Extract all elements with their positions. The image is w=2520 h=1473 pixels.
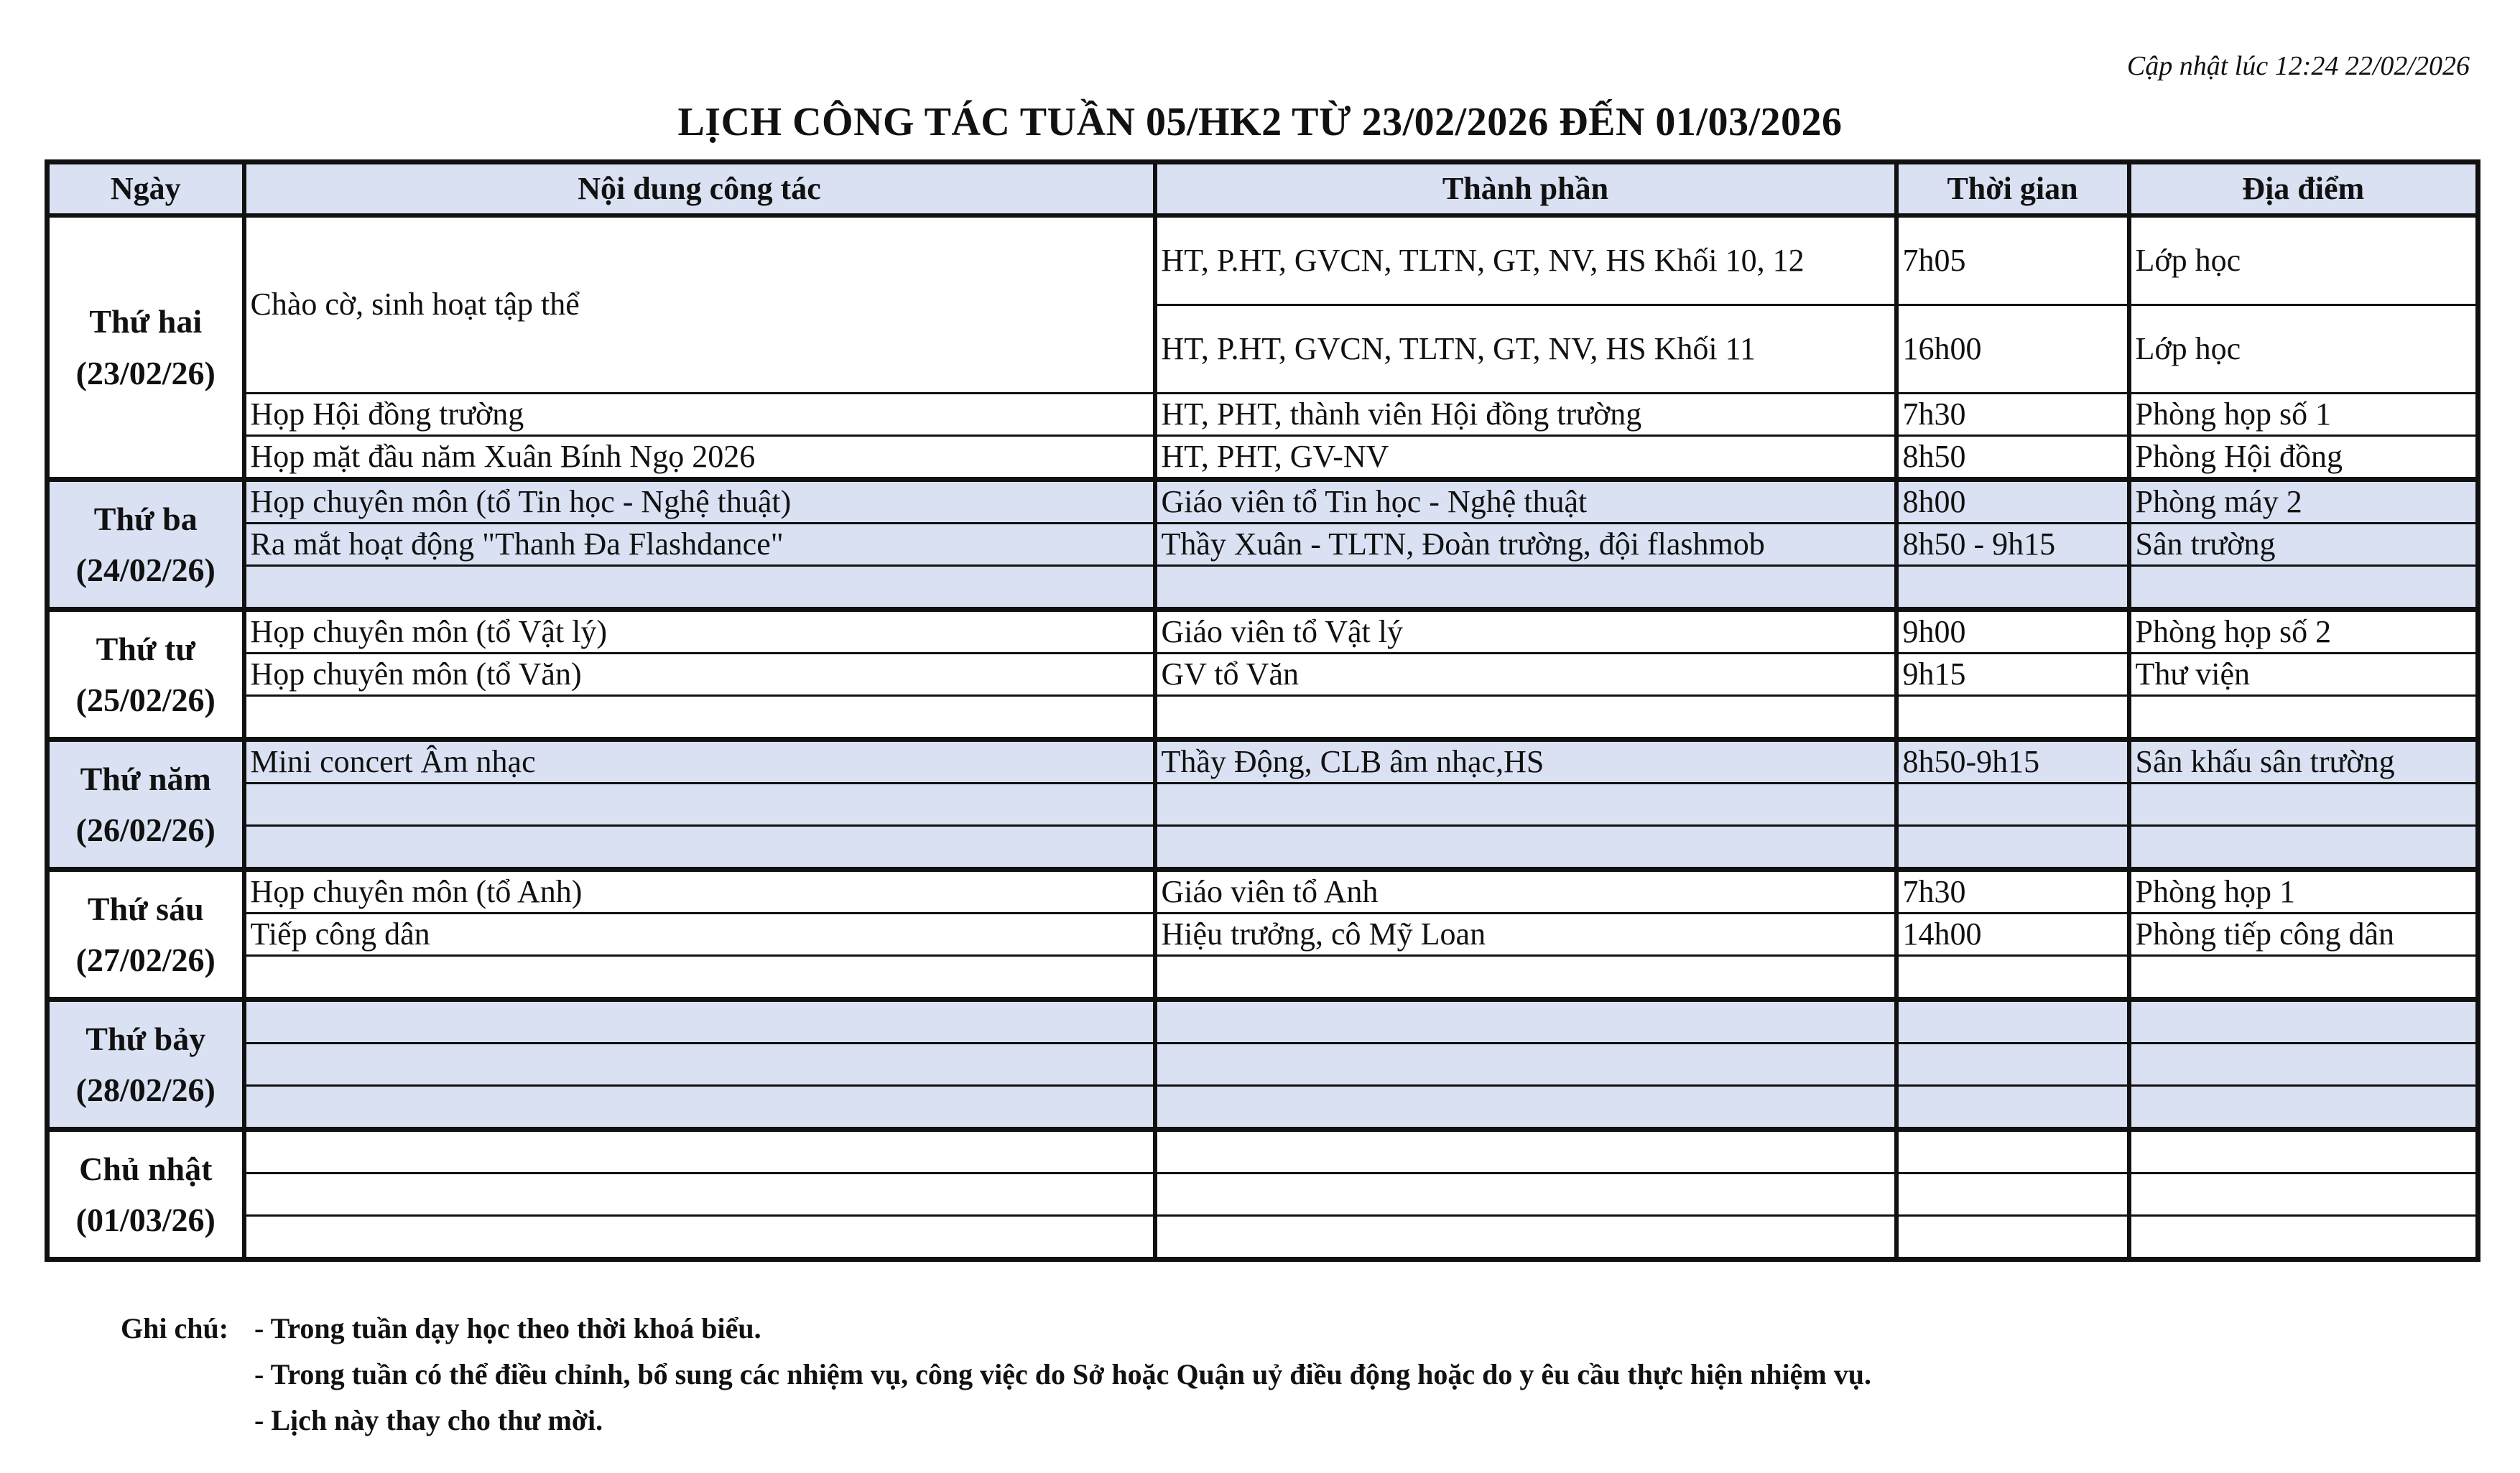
place-cell: Phòng họp số 1 bbox=[2129, 394, 2478, 436]
note-line: - Trong tuần có thể điều chỉnh, bổ sung các nhiệm vụ, công việc do Sở hoặc Quận uỷ điều động hoặc do y êu cầu thực hiện nhiệm vụ. bbox=[254, 1358, 1871, 1390]
time-cell bbox=[1896, 956, 2129, 1000]
members-cell bbox=[1155, 826, 1896, 870]
members-cell: HT, P.HT, GVCN, TLTN, GT, NV, HS Khối 11 bbox=[1155, 305, 1896, 394]
table-row bbox=[47, 696, 2478, 740]
header-day: Ngày bbox=[47, 162, 244, 216]
members-cell bbox=[1155, 1086, 1896, 1130]
day-group-tuesday bbox=[47, 480, 2478, 610]
day-name: Thứ tư bbox=[96, 630, 195, 667]
place-cell bbox=[2129, 1174, 2478, 1216]
table-row bbox=[47, 610, 2478, 654]
note-line: - Trong tuần dạy học theo thời khoá biểu. bbox=[254, 1312, 761, 1344]
content-cell: Họp chuyên môn (tổ Tin học - Nghệ thuật) bbox=[244, 480, 1155, 524]
day-name: Thứ bảy bbox=[85, 1020, 206, 1057]
table-row bbox=[47, 436, 2478, 480]
page-title: LỊCH CÔNG TÁC TUẦN 05/HK2 TỪ 23/02/2026 ĐẾN 01/03/2026 bbox=[677, 100, 1843, 144]
content-cell bbox=[244, 784, 1155, 826]
members-cell bbox=[1155, 1174, 1896, 1216]
place-cell: Phòng Hội đồng bbox=[2129, 436, 2478, 480]
members-cell bbox=[1155, 1044, 1896, 1086]
time-cell: 7h30 bbox=[1896, 870, 2129, 914]
time-cell bbox=[1896, 1000, 2129, 1044]
time-cell: 7h30 bbox=[1896, 394, 2129, 436]
day-group-wednesday bbox=[47, 610, 2478, 740]
day-cell bbox=[47, 1130, 244, 1260]
table-row bbox=[47, 1000, 2478, 1044]
content-cell bbox=[244, 1216, 1155, 1260]
members-cell: Thầy Động, CLB âm nhạc,HS bbox=[1155, 740, 1896, 784]
day-cell bbox=[47, 740, 244, 870]
place-cell bbox=[2129, 1216, 2478, 1260]
table-row bbox=[47, 826, 2478, 870]
day-cell bbox=[47, 215, 244, 480]
time-cell: 8h50 - 9h15 bbox=[1896, 524, 2129, 566]
table-row bbox=[47, 914, 2478, 956]
place-cell bbox=[2129, 696, 2478, 740]
table-row bbox=[47, 1044, 2478, 1086]
content-cell: Họp Hội đồng trường bbox=[244, 394, 1155, 436]
table-row bbox=[47, 394, 2478, 436]
members-cell bbox=[1155, 1130, 1896, 1174]
members-cell bbox=[1155, 784, 1896, 826]
day-cell bbox=[47, 870, 244, 1000]
time-cell: 14h00 bbox=[1896, 914, 2129, 956]
time-cell: 9h00 bbox=[1896, 610, 2129, 654]
table-row bbox=[47, 654, 2478, 696]
place-cell: Lớp học bbox=[2129, 215, 2478, 305]
place-cell bbox=[2129, 1086, 2478, 1130]
place-cell: Phòng máy 2 bbox=[2129, 480, 2478, 524]
day-name: Chủ nhật bbox=[79, 1150, 213, 1187]
members-cell: HT, PHT, GV-NV bbox=[1155, 436, 1896, 480]
day-name: Thứ hai bbox=[89, 303, 203, 340]
header-place: Địa điểm bbox=[2129, 162, 2478, 216]
members-cell bbox=[1155, 956, 1896, 1000]
time-cell: 8h50 bbox=[1896, 436, 2129, 480]
content-cell bbox=[244, 826, 1155, 870]
place-cell bbox=[2129, 566, 2478, 610]
time-cell bbox=[1896, 566, 2129, 610]
place-cell bbox=[2129, 826, 2478, 870]
day-group-friday bbox=[47, 870, 2478, 1000]
content-cell bbox=[244, 1044, 1155, 1086]
day-cell bbox=[47, 1000, 244, 1130]
time-cell bbox=[1896, 1130, 2129, 1174]
time-cell bbox=[1896, 696, 2129, 740]
day-group-saturday bbox=[47, 1000, 2478, 1130]
content-cell: Họp chuyên môn (tổ Vật lý) bbox=[244, 610, 1155, 654]
table-row bbox=[47, 1174, 2478, 1216]
day-group-sunday bbox=[47, 1130, 2478, 1260]
day-date: (25/02/26) bbox=[75, 682, 216, 718]
place-cell bbox=[2129, 1044, 2478, 1086]
day-date: (01/03/26) bbox=[75, 1202, 216, 1238]
day-group-monday bbox=[47, 215, 2478, 480]
table-row bbox=[47, 784, 2478, 826]
content-cell: Chào cờ, sinh hoạt tập thể bbox=[244, 215, 1155, 394]
day-date: (23/02/26) bbox=[75, 354, 216, 391]
members-cell bbox=[1155, 566, 1896, 610]
content-cell bbox=[244, 696, 1155, 740]
time-cell: 8h50-9h15 bbox=[1896, 740, 2129, 784]
content-cell bbox=[244, 1174, 1155, 1216]
table-row bbox=[47, 1130, 2478, 1174]
members-cell: Hiệu trưởng, cô Mỹ Loan bbox=[1155, 914, 1896, 956]
notes-label: Ghi chú: bbox=[121, 1312, 229, 1344]
members-cell: HT, P.HT, GVCN, TLTN, GT, NV, HS Khối 10, 12 bbox=[1155, 215, 1896, 305]
day-cell bbox=[47, 480, 244, 610]
day-name: Thứ sáu bbox=[87, 890, 204, 927]
day-date: (28/02/26) bbox=[75, 1072, 216, 1108]
time-cell: 7h05 bbox=[1896, 215, 2129, 305]
table-row bbox=[47, 566, 2478, 610]
content-cell bbox=[244, 1000, 1155, 1044]
content-cell: Họp chuyên môn (tổ Văn) bbox=[244, 654, 1155, 696]
place-cell: Phòng họp số 2 bbox=[2129, 610, 2478, 654]
table-row bbox=[47, 480, 2478, 524]
day-name: Thứ ba bbox=[93, 500, 198, 537]
note-line: - Lịch này thay cho thư mời. bbox=[254, 1404, 603, 1436]
table-row bbox=[47, 870, 2478, 914]
place-cell bbox=[2129, 956, 2478, 1000]
place-cell: Sân khấu sân trường bbox=[2129, 740, 2478, 784]
content-cell bbox=[244, 956, 1155, 1000]
members-cell bbox=[1155, 696, 1896, 740]
content-cell: Họp chuyên môn (tổ Anh) bbox=[244, 870, 1155, 914]
content-cell: Mini concert Âm nhạc bbox=[244, 740, 1155, 784]
day-date: (24/02/26) bbox=[75, 552, 216, 588]
header-time: Thời gian bbox=[1896, 162, 2129, 216]
time-cell bbox=[1896, 1044, 2129, 1086]
day-date: (26/02/26) bbox=[75, 812, 216, 848]
table-row bbox=[47, 215, 2478, 305]
time-cell bbox=[1896, 826, 2129, 870]
table-row bbox=[47, 956, 2478, 1000]
day-cell bbox=[47, 610, 244, 740]
members-cell: Thầy Xuân - TLTN, Đoàn trường, đội flashmob bbox=[1155, 524, 1896, 566]
time-cell bbox=[1896, 1086, 2129, 1130]
header-row bbox=[47, 162, 2478, 216]
place-cell: Sân trường bbox=[2129, 524, 2478, 566]
members-cell: HT, PHT, thành viên Hội đồng trường bbox=[1155, 394, 1896, 436]
place-cell bbox=[2129, 1130, 2478, 1174]
place-cell bbox=[2129, 784, 2478, 826]
content-cell bbox=[244, 1130, 1155, 1174]
time-cell: 9h15 bbox=[1896, 654, 2129, 696]
updated-timestamp: Cập nhật lúc 12:24 22/02/2026 bbox=[2126, 51, 2470, 81]
members-cell: Giáo viên tổ Anh bbox=[1155, 870, 1896, 914]
content-cell: Tiếp công dân bbox=[244, 914, 1155, 956]
content-cell: Ra mắt hoạt động "Thanh Đa Flashdance" bbox=[244, 524, 1155, 566]
header-content: Nội dung công tác bbox=[244, 162, 1155, 216]
day-name: Thứ năm bbox=[80, 760, 211, 797]
table-row bbox=[47, 1216, 2478, 1260]
place-cell: Lớp học bbox=[2129, 305, 2478, 394]
table-row bbox=[47, 524, 2478, 566]
table-row bbox=[47, 1086, 2478, 1130]
content-cell: Họp mặt đầu năm Xuân Bính Ngọ 2026 bbox=[244, 436, 1155, 480]
content-cell bbox=[244, 1086, 1155, 1130]
place-cell: Thư viện bbox=[2129, 654, 2478, 696]
place-cell: Phòng tiếp công dân bbox=[2129, 914, 2478, 956]
time-cell: 16h00 bbox=[1896, 305, 2129, 394]
header-members: Thành phần bbox=[1155, 162, 1896, 216]
members-cell: GV tổ Văn bbox=[1155, 654, 1896, 696]
time-cell: 8h00 bbox=[1896, 480, 2129, 524]
place-cell bbox=[2129, 1000, 2478, 1044]
time-cell bbox=[1896, 784, 2129, 826]
time-cell bbox=[1896, 1174, 2129, 1216]
place-cell: Phòng họp 1 bbox=[2129, 870, 2478, 914]
members-cell bbox=[1155, 1000, 1896, 1044]
members-cell bbox=[1155, 1216, 1896, 1260]
members-cell: Giáo viên tổ Vật lý bbox=[1155, 610, 1896, 654]
content-cell bbox=[244, 566, 1155, 610]
day-group-thursday bbox=[47, 740, 2478, 870]
time-cell bbox=[1896, 1216, 2129, 1260]
table-row bbox=[47, 740, 2478, 784]
schedule-table bbox=[45, 159, 2480, 1262]
day-date: (27/02/26) bbox=[75, 942, 216, 978]
members-cell: Giáo viên tổ Tin học - Nghệ thuật bbox=[1155, 480, 1896, 524]
